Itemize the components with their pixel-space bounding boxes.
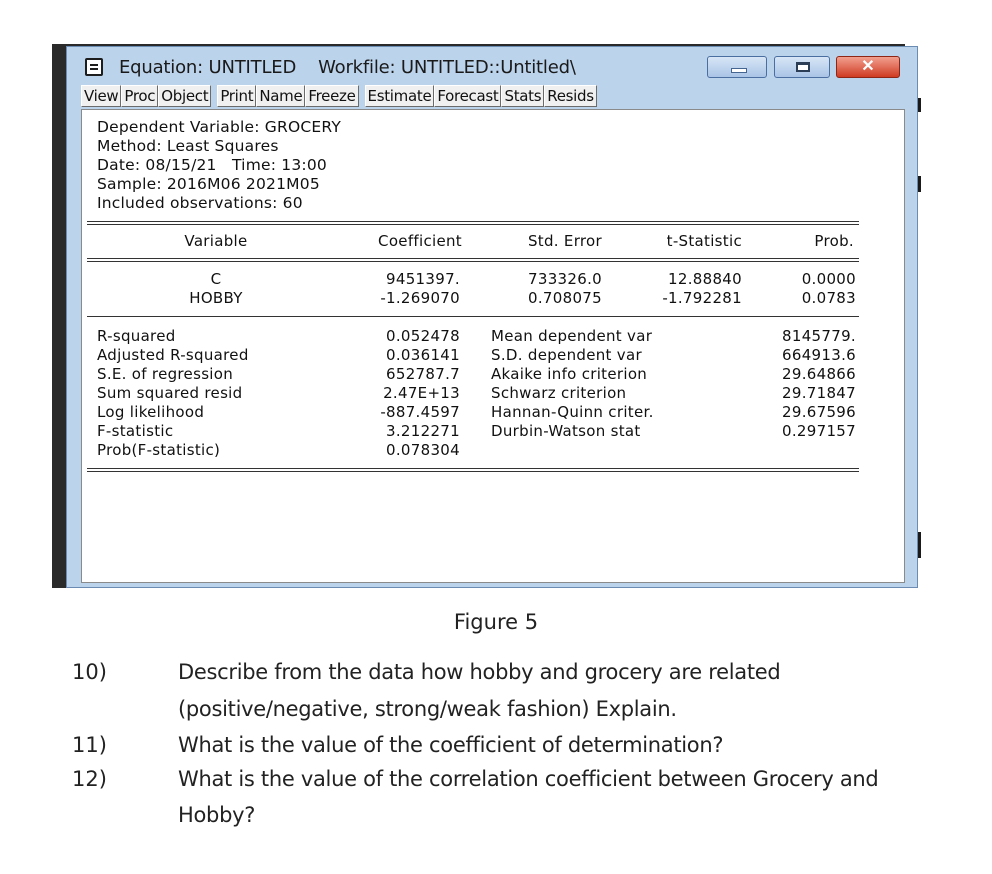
print-button[interactable]: Print — [217, 85, 256, 107]
stat-label-ssr: Sum squared resid — [97, 384, 243, 402]
stat-label-mean-dep: Mean dependent var — [491, 327, 653, 345]
estimate-button[interactable]: Estimate — [365, 85, 435, 107]
freeze-button[interactable]: Freeze — [305, 85, 358, 107]
stat-value-durbin-watson: 0.297157 — [782, 422, 856, 440]
equation-title: Equation: UNTITLED — [119, 57, 297, 78]
question-text: What is the value of the correlation coefficient between Grocery and — [178, 767, 879, 791]
question-text: (positive/negative, strong/weak fashion) Explain. — [178, 697, 677, 721]
question-number: 11) — [72, 733, 107, 757]
date-line: Date: 08/15/21 Time: 13:00 — [97, 156, 327, 174]
stat-label-sd-dep: S.D. dependent var — [491, 346, 642, 364]
row-c-variable: C — [210, 270, 222, 288]
stat-label-r-squared: R-squared — [97, 327, 176, 345]
close-button[interactable] — [836, 56, 900, 78]
maximize-button[interactable] — [774, 56, 830, 78]
stat-label-se-regression: S.E. of regression — [97, 365, 234, 383]
stat-value-mean-dep: 8145779. — [782, 327, 856, 345]
stat-value-r-squared: 0.052478 — [386, 327, 460, 345]
col-header-prob: Prob. — [814, 232, 854, 250]
stat-value-sd-dep: 664913.6 — [782, 346, 856, 364]
stat-value-ssr: 2.47E+13 — [383, 384, 460, 402]
stat-value-schwarz: 29.71847 — [782, 384, 856, 402]
title-bar[interactable] — [67, 47, 917, 87]
row-c-std-error: 733326.0 — [528, 270, 602, 288]
col-header-std-error: Std. Error — [527, 232, 602, 250]
observations-line: Included observations: 60 — [97, 194, 303, 212]
stat-label-f-statistic: F-statistic — [97, 422, 174, 440]
question-text: Hobby? — [178, 803, 256, 827]
stat-label-prob-f: Prob(F-statistic) — [97, 441, 221, 459]
name-button[interactable]: Name — [256, 85, 305, 107]
window-title — [119, 57, 576, 78]
stat-label-schwarz: Schwarz criterion — [491, 384, 627, 402]
row-hobby-coefficient: -1.269070 — [380, 289, 460, 307]
stat-label-adj-r-squared: Adjusted R-squared — [97, 346, 249, 364]
divider — [87, 316, 859, 317]
question-text: Describe from the data how hobby and grocery are related — [178, 660, 781, 684]
window-menu-icon[interactable] — [85, 58, 103, 76]
stat-label-log-likelihood: Log likelihood — [97, 403, 205, 421]
stat-label-akaike: Akaike info criterion — [491, 365, 648, 383]
object-button[interactable]: Object — [158, 85, 211, 107]
col-header-coefficient: Coefficient — [378, 232, 462, 250]
resids-button[interactable]: Resids — [544, 85, 597, 107]
stat-value-se-regression: 652787.7 — [386, 365, 460, 383]
divider — [87, 468, 859, 469]
question-number: 10) — [72, 660, 107, 684]
col-header-variable: Variable — [184, 232, 248, 250]
stat-value-hannan-quinn: 29.67596 — [782, 403, 856, 421]
stat-label-hannan-quinn: Hannan-Quinn criter. — [491, 403, 654, 421]
stats-button[interactable]: Stats — [501, 85, 544, 107]
row-c-coefficient: 9451397. — [386, 270, 460, 288]
workfile-title: Workfile: UNTITLED::Untitled\ — [318, 57, 576, 78]
method-line: Method: Least Squares — [97, 137, 279, 155]
stat-value-akaike: 29.64866 — [782, 365, 856, 383]
divider — [87, 221, 859, 222]
view-button[interactable]: View — [81, 85, 121, 107]
row-hobby-prob: 0.0783 — [801, 289, 856, 307]
stat-value-log-likelihood: -887.4597 — [380, 403, 460, 421]
row-hobby-variable: HOBBY — [189, 289, 243, 307]
dependent-variable-line: Dependent Variable: GROCERY — [97, 118, 342, 136]
stat-value-prob-f: 0.078304 — [386, 441, 460, 459]
stat-label-durbin-watson: Durbin-Watson stat — [491, 422, 641, 440]
row-c-t-statistic: 12.88840 — [668, 270, 742, 288]
figure-caption: Figure 5 — [453, 610, 539, 634]
stat-value-adj-r-squared: 0.036141 — [386, 346, 460, 364]
divider — [87, 258, 859, 259]
equation-window — [66, 46, 918, 588]
question-text: What is the value of the coefficient of determination? — [178, 733, 724, 757]
divider — [87, 261, 859, 262]
forecast-button[interactable]: Forecast — [434, 85, 501, 107]
toolbar — [81, 85, 597, 109]
minimize-button[interactable] — [707, 56, 767, 78]
regression-output[interactable] — [81, 109, 905, 583]
stat-value-f-statistic: 3.212271 — [386, 422, 460, 440]
divider — [87, 224, 859, 225]
question-number: 12) — [72, 767, 107, 791]
divider — [87, 471, 859, 472]
proc-button[interactable]: Proc — [121, 85, 158, 107]
row-hobby-std-error: 0.708075 — [528, 289, 602, 307]
row-hobby-t-statistic: -1.792281 — [662, 289, 742, 307]
col-header-t-statistic: t-Statistic — [666, 232, 742, 250]
sample-line: Sample: 2016M06 2021M05 — [97, 175, 320, 193]
row-c-prob: 0.0000 — [801, 270, 856, 288]
